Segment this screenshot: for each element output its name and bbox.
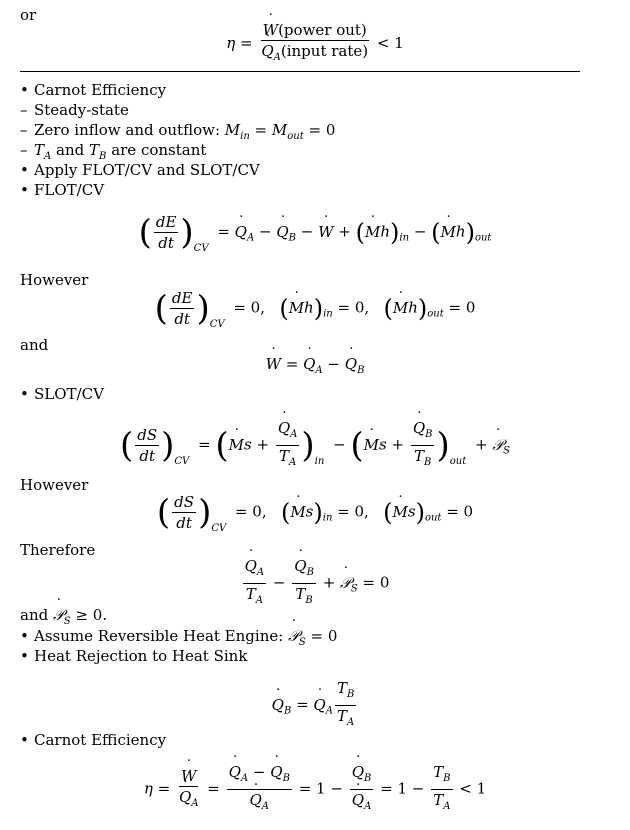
t-a: T: [34, 141, 45, 159]
t-b: T: [89, 141, 100, 159]
bullet-text: Carnot Efficiency: [34, 731, 167, 749]
less-than-one: < 1: [376, 34, 404, 52]
eta-symbol: η: [226, 34, 236, 52]
and-word: and: [56, 141, 85, 159]
efficiency-definition: [0, 20, 630, 68]
bullet-heat-rejection: [20, 646, 247, 666]
heat-rejection-equation: ˙ $Q_B$ = ˙ $Q_A$ $\frac{T_B}{T_A}$: [0, 678, 630, 733]
bullet-marker: •: [20, 81, 29, 99]
dash-text: Zero inflow and outflow:: [34, 121, 220, 139]
bullet-marker: •: [20, 627, 29, 645]
q-subscript: A: [273, 52, 281, 63]
bullet-text: Heat Rejection to Heat Sink: [34, 647, 248, 665]
flot-zero-equation: ( $\frac{dE}{dt}$ )$_{CV} = 0$, (˙ $Mh)_{in} = 0$, (˙ $Mh)_{out} = 0$: [0, 288, 630, 335]
bullet-text: SLOT/CV: [34, 385, 104, 403]
dash-marker: –: [20, 141, 28, 159]
q-dot: ˙ Q: [261, 41, 273, 61]
dash-text: Steady-state: [34, 101, 129, 119]
therefore-text: Therefore: [20, 541, 96, 559]
equals-sign: =: [239, 34, 253, 52]
however-2: However: [20, 476, 89, 494]
bullet-marker: •: [20, 731, 29, 749]
bullet-marker: •: [20, 647, 29, 665]
dash-steady-state: [20, 100, 129, 120]
bullet-text: Carnot Efficiency: [34, 81, 167, 99]
slot-zero-equation: ( $\frac{dS}{dt}$ )$_{CV} = 0$, (˙ $Ms)_{in} = 0$, (˙ $Ms)_{out} = 0$: [0, 492, 630, 539]
dash-marker: –: [20, 121, 28, 139]
carnot-efficiency-equation: η = ˙ W ˙ $Q_A$ = ˙ $Q_A$ − ˙ $Q_B$ ˙ $Q_A$ = 1 − ˙ $Q_B$ ˙ $Q_A$ = 1 − $\frac{T_B}{T_A}$ < 1: [0, 762, 630, 817]
however-1: However: [20, 271, 89, 289]
are-constant: are constant: [111, 141, 207, 159]
dash-constant-temps: – $T_A$ and $T_B$ are constant: [20, 141, 207, 162]
w-dot: ˙ W: [263, 20, 278, 40]
bullet-marker: •: [20, 181, 29, 199]
flot-equation: ( $\frac{dE}{dt}$ )$_{CV}$ = ˙ $Q_A$ − ˙ $Q_B$ − ˙ W + (˙ $Mh)_{in}$ − (˙ $Mh)_{out}$: [0, 212, 630, 259]
input-rate-label: (input rate): [280, 42, 369, 60]
dash-zero-flow: – Zero inflow and outflow: $M_{in} = M_{out} = 0$: [20, 121, 336, 142]
bullet-marker: •: [20, 385, 29, 403]
dash-marker: –: [20, 101, 28, 119]
bullet-marker: •: [20, 161, 29, 179]
power-out-label: (power out): [278, 21, 367, 39]
entropy-balance: ˙ $\frac{Q_A}{T_A}$ − ˙ $\frac{Q_B}{T_B}$ + ˙ 𝒫$_S$ = 0: [0, 556, 630, 611]
bullet-apply: [20, 160, 260, 180]
bullet-text: FLOT/CV: [34, 181, 105, 199]
slot-equation: ( $\frac{dS}{dt}$ )$_{CV}$ = (˙ Ms + ˙ $\frac{Q_A}{T_A}$ )$_{in}$ − (˙ Ms + ˙ $\frac{Q_B}{T_B}$ )$_{out}$ + ˙ 𝒫$_S$: [0, 418, 630, 473]
bullet-text: Apply FLOT/CV and SLOT/CV: [34, 161, 260, 179]
ge-zero: ≥ 0.: [75, 606, 108, 624]
divider-line: [20, 71, 580, 72]
work-equation: ˙ W = ˙ $Q_A$ − ˙ $Q_B$: [0, 354, 630, 381]
ps-nonnegative: and ˙ 𝒫$_S$ ≥ 0.: [20, 605, 107, 632]
bullet-carnot: [20, 80, 166, 100]
and-text: and: [20, 336, 49, 354]
bullet-slot: [20, 384, 104, 404]
bullet-assume: • Assume Reversible Heat Engine: ˙ 𝒫$_S$ = 0: [20, 626, 337, 653]
efficiency-fraction: [259, 20, 370, 68]
bullet-text: Assume Reversible Heat Engine:: [34, 627, 284, 645]
and-word: and: [20, 606, 49, 624]
or-text: or: [20, 6, 37, 24]
bullet-flot: [20, 180, 104, 200]
bullet-carnot-2: [20, 730, 166, 750]
